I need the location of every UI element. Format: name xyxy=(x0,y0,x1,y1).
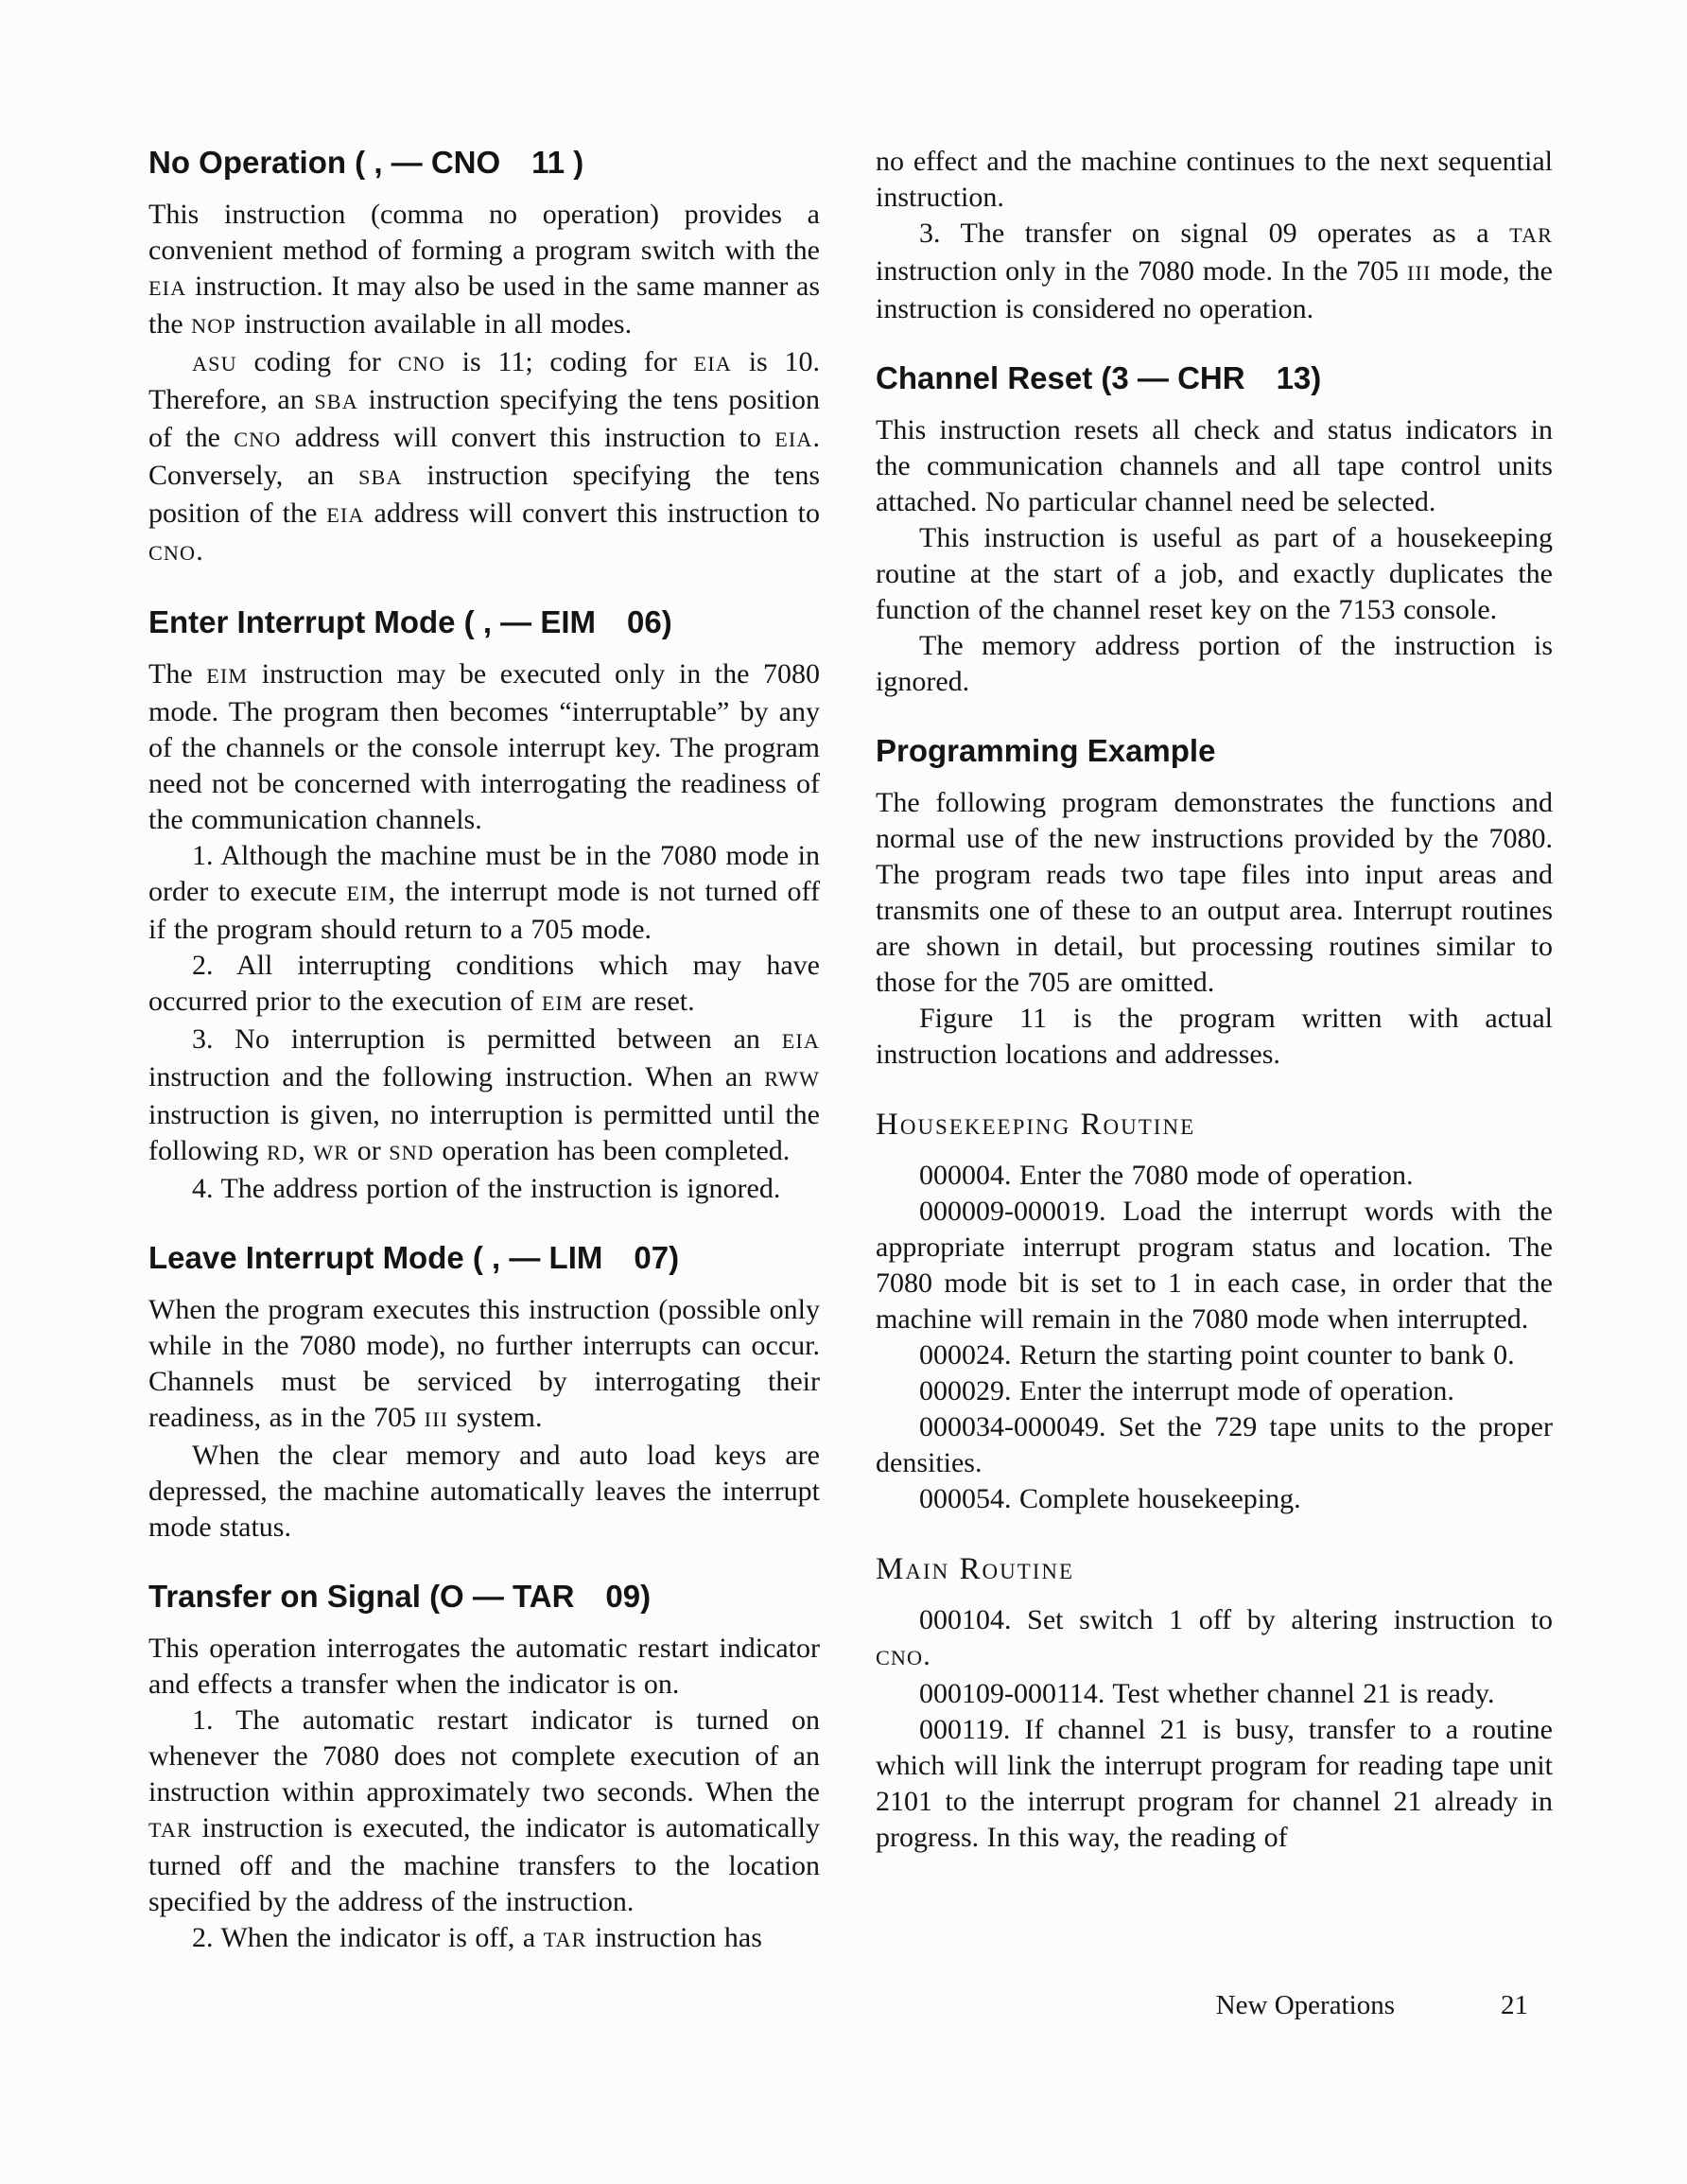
section-heading: Programming Example xyxy=(876,733,1216,768)
small-caps-term: CNO xyxy=(397,352,445,376)
paragraph: 1. Although the machine must be in the 7080 mode in order to execute EIM, the interrupt mode is not turned off if the program should return to a 705 mode. xyxy=(148,840,820,945)
left-column xyxy=(148,144,820,1958)
small-caps-term: CNO xyxy=(148,541,197,565)
paragraph: 000004. Enter the 7080 mode of operation. xyxy=(919,1160,1414,1191)
section-heading: Channel Reset (3 — CHR 13) xyxy=(876,360,1322,395)
paragraph: 000119. If channel 21 is busy, transfer to a routine which will link the interrupt program for reading tape unit 2101 to the interrupt program for channel 21 already in progress. In this way, the reading of xyxy=(876,1714,1553,1853)
small-caps-term: TAR xyxy=(543,1928,587,1951)
paragraph: This instruction resets all check and status indicators in the communication channels and all tape control units attached. No particular channel need be selected. xyxy=(876,414,1553,517)
paragraph: no effect and the machine continues to the next sequential instruction. xyxy=(876,146,1553,213)
small-caps-term: III xyxy=(424,1407,449,1431)
paragraph: When the clear memory and auto load keys are depressed, the machine automatically leaves the interrupt mode status. xyxy=(148,1440,820,1543)
small-caps-term: III xyxy=(1407,261,1432,285)
small-caps-term: CNO xyxy=(876,1646,924,1669)
small-caps-term: EIA xyxy=(326,503,365,527)
paragraph: 000009-000019. Load the interrupt words with the appropriate interrupt program status and location. The 7080 mode bit is set to 1 in each case, in order that the machine will remain in the 7080 mode when interrupted. xyxy=(876,1196,1553,1335)
subsection-heading: Housekeeping Routine xyxy=(876,1108,1196,1142)
paragraph: 2. When the indicator is off, a TAR instruction has xyxy=(192,1922,762,1953)
small-caps-term: EIM xyxy=(346,882,389,905)
paragraph: 3. The transfer on signal 09 operates as a TAR instruction only in the 7080 mode. In the 705 III mode, the instruction is considered no operation. xyxy=(876,218,1553,324)
paragraph: 000109-000114. Test whether channel 21 is ready. xyxy=(919,1678,1495,1709)
paragraph: This instruction (comma no operation) provides a convenient method of forming a program switch with the EIA instruction. It may also be used in the same manner as the NOP instruction available in all modes. xyxy=(148,199,820,340)
subsection-heading: Main Routine xyxy=(876,1552,1075,1586)
paragraph: 000054. Complete housekeeping. xyxy=(919,1483,1301,1514)
section-heading: Leave Interrupt Mode ( , — LIM 07) xyxy=(148,1240,680,1275)
small-caps-term: EIA xyxy=(693,352,732,376)
right-column xyxy=(876,144,1553,1856)
page-footer xyxy=(876,1990,1528,2021)
paragraph: Figure 11 is the program written with actual instruction locations and addresses. xyxy=(876,1003,1553,1070)
paragraph: When the program executes this instruction (possible only while in the 7080 mode), no further interrupts can occur. Channels must be serviced by interrogating their readiness, as in the 705 III system. xyxy=(148,1294,820,1433)
small-caps-term: WR xyxy=(313,1141,350,1164)
paragraph: The memory address portion of the instruction is ignored. xyxy=(876,630,1553,697)
footer-section-title: New Operations xyxy=(1215,1990,1395,2020)
paragraph: 000104. Set switch 1 off by altering instruction to CNO. xyxy=(876,1604,1553,1671)
footer-page-number: 21 xyxy=(1501,1990,1528,2020)
small-caps-term: EIA xyxy=(774,428,813,451)
section-heading: Enter Interrupt Mode ( , — EIM 06) xyxy=(148,604,672,639)
paragraph: 3. No interruption is permitted between an EIA instruction and the following instruction. When an RWW instruction is given, no interruption is permitted until the following RD, WR or SND operation has been completed. xyxy=(148,1023,820,1166)
small-caps-term: TAR xyxy=(148,1818,192,1842)
section-heading: Transfer on Signal (O — TAR 09) xyxy=(148,1579,652,1614)
small-caps-term: NOP xyxy=(191,314,236,338)
paragraph: 000024. Return the starting point counter to bank 0. xyxy=(919,1339,1515,1371)
small-caps-term: SBA xyxy=(314,390,358,413)
paragraph: 000034-000049. Set the 729 tape units to the proper densities. xyxy=(876,1411,1553,1478)
small-caps-term: SBA xyxy=(358,465,403,489)
paragraph: The following program demonstrates the functions and normal use of the new instructions provided by the 7080. The program reads two tape files into input areas and transmits one of these to an output area. Interrupt routines are shown in detail, but processing routines similar to those for the 705 are omitted. xyxy=(876,787,1553,998)
paragraph: 000029. Enter the interrupt mode of operation. xyxy=(919,1375,1454,1406)
small-caps-term: EIA xyxy=(781,1029,820,1053)
small-caps-term: CNO xyxy=(234,428,282,451)
small-caps-term: EIM xyxy=(206,664,249,688)
paragraph: This operation interrogates the automatic restart indicator and effects a transfer when the indicator is on. xyxy=(148,1633,820,1700)
paragraph: 1. The automatic restart indicator is turned on whenever the 7080 does not complete execution of an instruction within approximately two seconds. When the TAR instruction is executed, the indicator is automatically turned off and the machine transfers to the location specified by the address of the instruction. xyxy=(148,1704,820,1917)
paragraph: ASU coding for CNO is 11; coding for EIA is 10. Therefore, an SBA instruction specifying the tens position of the CNO address will convert this instruction to EIA. Conversely, an SBA instruction specifying the tens position of the EIA address will convert this instruction to CNO. xyxy=(148,346,821,567)
paragraph: 4. The address portion of the instruction is ignored. xyxy=(192,1173,781,1204)
paragraph: 2. All interrupting conditions which may have occurred prior to the execution of EIM are reset. xyxy=(148,950,820,1017)
section-heading: No Operation ( , — CNO 11 ) xyxy=(148,145,584,180)
small-caps-term: RD xyxy=(267,1141,299,1164)
small-caps-term: RWW xyxy=(764,1067,820,1091)
paragraph: This instruction is useful as part of a housekeeping routine at the start of a job, and exactly duplicates the function of the channel reset key on the 7153 console. xyxy=(876,522,1553,625)
paragraph: The EIM instruction may be executed only in the 7080 mode. The program then becomes “interruptable” by any of the channels or the console interrupt key. The program need not be concerned with interrogating the readiness of the communication channels. xyxy=(148,658,821,835)
small-caps-term: TAR xyxy=(1509,223,1553,247)
small-caps-term: EIM xyxy=(541,991,583,1015)
small-caps-term: SND xyxy=(389,1141,434,1164)
small-caps-term: ASU xyxy=(192,352,237,376)
small-caps-term: EIA xyxy=(148,276,187,300)
